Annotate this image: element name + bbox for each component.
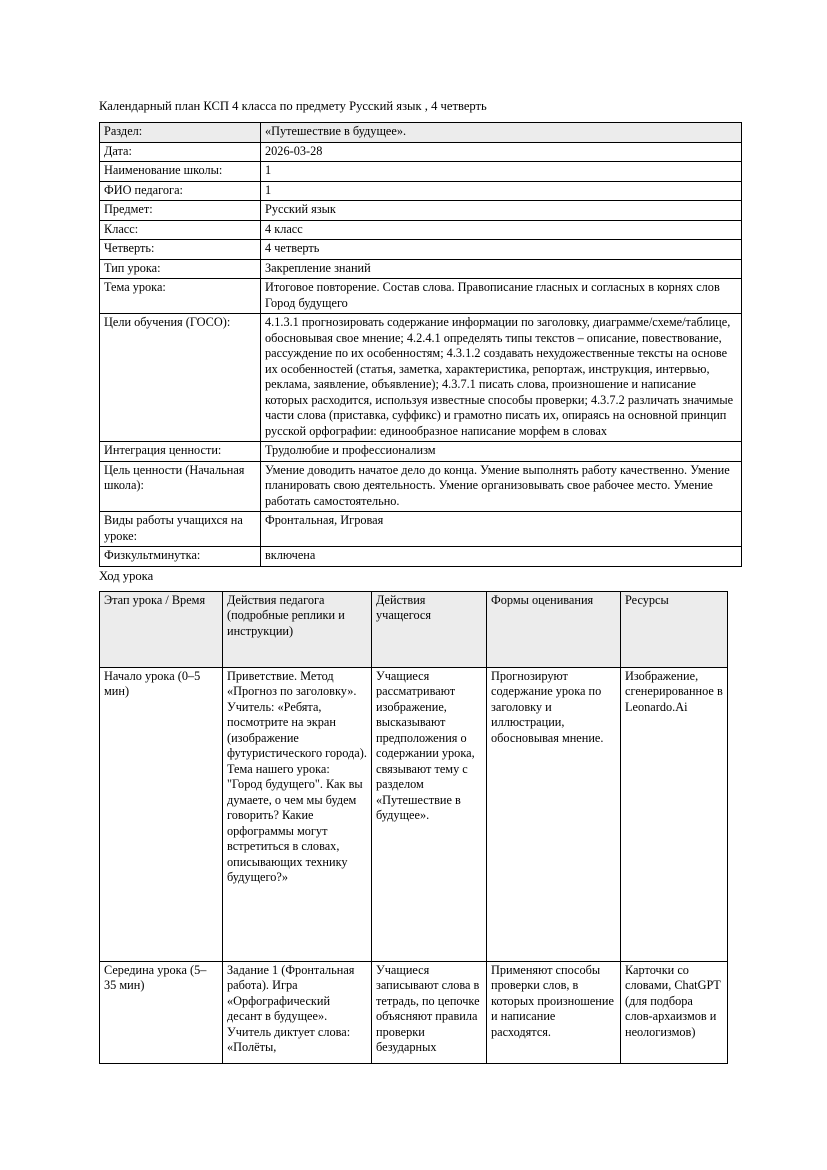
column-header-assessment: Формы оценивания [487,591,621,667]
table-row [100,123,742,143]
table-row [100,547,742,567]
table-row [100,961,728,1063]
table-row [100,220,742,240]
cell-stage: Начало урока (0–5 мин) [100,667,223,961]
info-label: Интеграция ценности: [100,442,261,462]
cell-teacher-actions: Приветствие. Метод «Прогноз по заголовку». Учитель: «Ребята, посмотрите на экран (изображение футуристического города). Тема нашего урока: "Город будущего". Как вы думаете, о чем мы будем говорить? Какие орфограммы могут встретиться в словах, описывающих технику будущего?» [223,667,372,961]
info-label: Виды работы учащихся на уроке: [100,512,261,547]
info-value: 4 класс [261,220,742,240]
table-row [100,314,742,442]
info-label: Наименование школы: [100,162,261,182]
table-row [100,461,742,512]
table-row [100,667,728,961]
info-label: Цели обучения (ГОСО): [100,314,261,442]
cell-resources: Изображение, сгенерированное в Leonardo.Ai [621,667,728,961]
cell-assessment: Применяют способы проверки слов, в которых произношение и написание расходятся. [487,961,621,1063]
lesson-info-table [99,122,742,567]
cell-student-actions: Учащиеся записывают слова в тетрадь, по цепочке объясняют правила проверки безударных [372,961,487,1063]
info-label: Тема урока: [100,279,261,314]
info-value: Трудолюбие и профессионализм [261,442,742,462]
column-header-teacher-actions: Действия педагога (подробные реплики и инструкции) [223,591,372,667]
info-label: Раздел: [100,123,261,143]
table-row [100,181,742,201]
page-title: Календарный план КСП 4 класса по предмету Русский язык , 4 четверть [99,99,487,113]
info-value: Умение доводить начатое дело до конца. Умение выполнять работу качественно. Умение планировать свою деятельность. Умение организовывать свое рабочее место. Умение работать самостоятельно. [261,461,742,512]
info-value: 1 [261,181,742,201]
column-header-stage: Этап урока / Время [100,591,223,667]
cell-stage: Середина урока (5–35 мин) [100,961,223,1063]
info-value: Итоговое повторение. Состав слова. Правописание гласных и согласных в корнях слов Город будущего [261,279,742,314]
section-caption: Ход урока [99,568,154,583]
info-label: Класс: [100,220,261,240]
table-row [100,162,742,182]
info-value: 4.1.3.1 прогнозировать содержание информации по заголовку, диаграмме/схеме/таблице, обосновывая свое мнение; 4.2.4.1 определять типы текстов – описание, повествование, рассуждение по их особенностям; 4.3.1.2 создавать нехудожественные тексты на основе их особенностей (статья, заметка, характеристика, репортаж, инструкция, интервью, реклама, заявление, объявление); 4.3.7.1 писать слова, произношение и написание которых расходится, используя известные способы проверки; 4.3.7.2 различать значимые части слова (приставка, суффикс) и грамотно писать их, опираясь на основной принцип русской орфографии: единообразное написание морфем в словах [261,314,742,442]
table-row [100,240,742,260]
info-label: Четверть: [100,240,261,260]
info-label: Предмет: [100,201,261,221]
info-value: Закрепление знаний [261,259,742,279]
info-value: «Путешествие в будущее». [261,123,742,143]
lesson-flow-header [100,591,728,667]
info-value: Русский язык [261,201,742,221]
table-row [100,442,742,462]
info-label: Цель ценности (Начальная школа): [100,461,261,512]
info-label: Дата: [100,142,261,162]
table-row [100,201,742,221]
cell-teacher-actions: Задание 1 (Фронтальная работа). Игра «Орфографический десант в будущее». Учитель диктует слова: «Полёты, [223,961,372,1063]
table-row [100,142,742,162]
table-row [100,512,742,547]
column-header-student-actions: Действия учащегося [372,591,487,667]
table-row [100,259,742,279]
info-value: 4 четверть [261,240,742,260]
info-label: ФИО педагога: [100,181,261,201]
cell-assessment: Прогнозируют содержание урока по заголовку и иллюстрации, обосновывая мнение. [487,667,621,961]
info-value: включена [261,547,742,567]
lesson-flow-body [100,667,728,1063]
table-row [100,279,742,314]
lesson-info-body [100,123,742,567]
info-value: Фронтальная, Игровая [261,512,742,547]
lesson-flow-table [99,591,728,1064]
column-header-resources: Ресурсы [621,591,728,667]
info-label: Физкультминутка: [100,547,261,567]
info-label: Тип урока: [100,259,261,279]
info-value: 2026-03-28 [261,142,742,162]
table-header-row [100,591,728,667]
info-value: 1 [261,162,742,182]
cell-resources: Карточки со словами, ChatGPT (для подбора слов-архаизмов и неологизмов) [621,961,728,1063]
cell-student-actions: Учащиеся рассматривают изображение, высказывают предположения о содержании урока, связывают тему с разделом «Путешествие в будущее». [372,667,487,961]
